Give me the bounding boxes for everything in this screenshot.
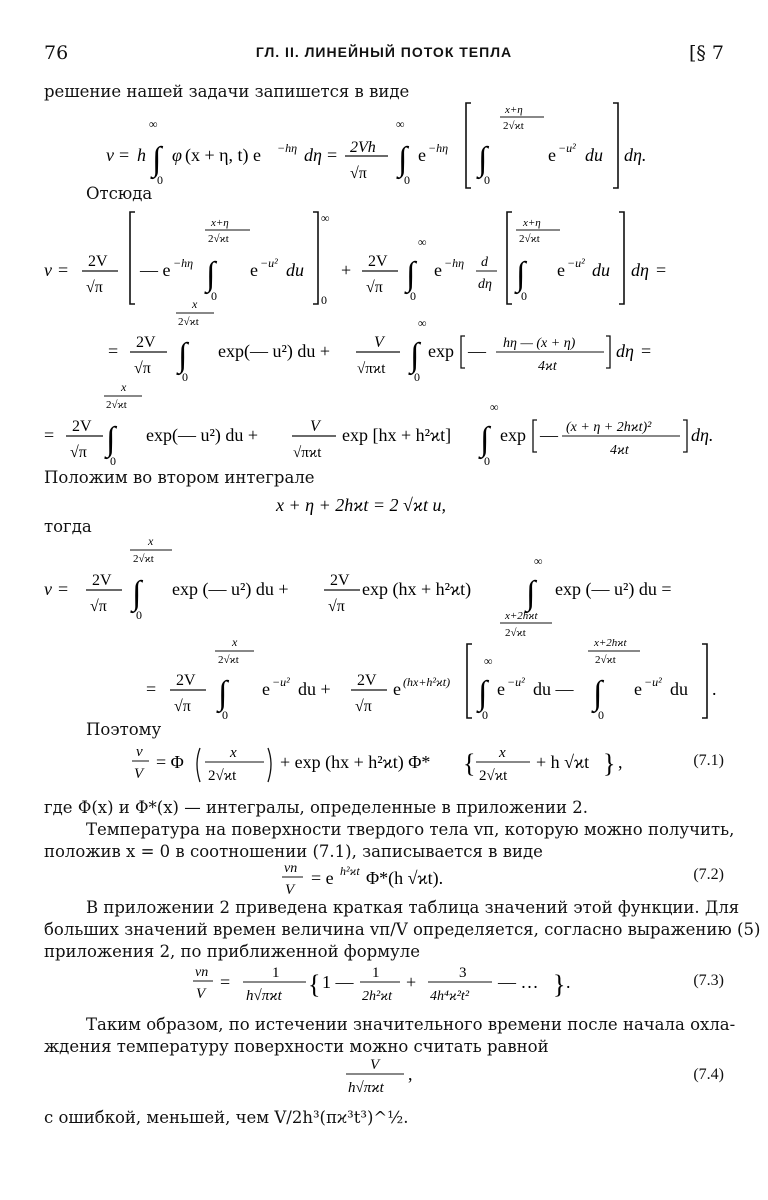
svg-text:−u²: −u² [260,256,278,270]
svg-text:du: du [592,260,610,280]
svg-text:V: V [285,882,295,898]
svg-text:—: — [468,341,486,361]
svg-text:1 —: 1 — [322,972,354,992]
equation-solution [0,98,768,193]
svg-text:∞: ∞ [534,554,543,568]
svg-text:vп: vп [195,965,209,980]
svg-text:∞: ∞ [490,400,499,414]
svg-text:2V: 2V [330,572,350,589]
svg-text:vп: vп [284,861,298,876]
paragraph-conclusion-1: Таким образом, по истечении значительного времени после начала охла- [86,1015,736,1034]
svg-text:+ exp (hx + h²ϰt) Φ*: + exp (hx + h²ϰt) Φ* [280,752,431,772]
svg-text:√π: √π [174,698,191,715]
svg-text:e: e [250,260,258,280]
svg-text:2√ϰt: 2√ϰt [208,233,229,245]
equation-7-1 [0,740,768,790]
svg-text:0: 0 [484,454,490,468]
svg-text:exp [hx + h²ϰt]: exp [hx + h²ϰt] [342,425,452,445]
svg-text:∞: ∞ [418,316,427,330]
svg-text:— e: — e [140,260,171,280]
svg-text:h: h [137,145,146,165]
equation-number-7-4: (7.4) [693,1066,724,1083]
equation-transformed-line2 [0,634,768,726]
svg-text:Φ*(h √ϰt).: Φ*(h √ϰt). [366,868,444,888]
svg-text:du: du [670,679,688,699]
svg-text:3: 3 [459,965,467,981]
svg-text:v: v [106,145,114,165]
svg-text:0: 0 [211,289,217,303]
equation-7-2 [0,858,768,898]
svg-text:=: = [108,341,119,361]
svg-text:v: v [136,744,143,760]
svg-text:2V: 2V [88,253,108,270]
svg-text:x: x [230,745,237,761]
svg-text:∫: ∫ [410,337,420,374]
svg-text:dη: dη [478,277,492,292]
svg-text:∫: ∫ [480,421,490,458]
svg-text:−u²: −u² [558,141,576,155]
svg-text:−hη: −hη [428,141,449,155]
paragraph-then: тогда [44,517,92,536]
svg-text:x+η: x+η [211,217,229,229]
svg-text:x: x [121,380,127,394]
svg-text:2√ϰt: 2√ϰt [519,233,540,245]
svg-text:∫: ∫ [406,256,416,293]
svg-text:1: 1 [272,965,280,981]
svg-text:√πϰt: √πϰt [293,445,322,461]
svg-text:2h²ϰt: 2h²ϰt [362,989,392,1004]
svg-text:v: v [44,260,52,280]
svg-text:exp (hx + h²ϰt): exp (hx + h²ϰt) [362,579,472,599]
svg-text:V: V [310,418,320,435]
svg-text:4ϰt: 4ϰt [610,443,629,458]
svg-text:0: 0 [521,289,527,303]
svg-text:du +: du + [298,679,331,699]
svg-text:√π: √π [366,279,383,296]
svg-text:}: } [553,970,566,999]
svg-text:V: V [370,1057,380,1073]
svg-text:=: = [656,260,667,280]
svg-text:2√ϰt: 2√ϰt [208,768,237,784]
equation-7-4 [0,1052,768,1098]
svg-text:dη: dη [304,145,322,165]
paragraph-error-bound: с ошибкой, меньшей, чем V/2h³(πϰ³t³)^½. [44,1108,409,1127]
svg-text:x+η: x+η [505,104,523,116]
svg-text:e: e [557,260,565,280]
page-number: 76 [44,42,69,64]
svg-text:dη: dη [616,341,634,361]
svg-text:v: v [44,579,52,599]
svg-text:2V: 2V [357,672,377,689]
equation-integrated-line3 [0,378,768,470]
svg-text:=: = [220,972,231,992]
svg-text:∫: ∫ [218,675,228,712]
svg-text:exp: exp [500,425,526,445]
svg-text:0: 0 [157,173,163,187]
svg-text:√π: √π [328,598,345,615]
svg-text:∫: ∫ [398,141,408,178]
svg-text:2√ϰt: 2√ϰt [503,120,524,132]
svg-text:−u²: −u² [272,675,290,689]
svg-text:2V: 2V [92,572,112,589]
svg-text:−u²: −u² [507,675,525,689]
svg-text:4h⁴ϰ²t²: 4h⁴ϰ²t² [430,989,470,1004]
svg-text:exp: exp [428,341,454,361]
svg-text:dη.: dη. [624,145,647,165]
svg-text:(hx+h²ϰt): (hx+h²ϰt) [403,675,451,689]
paragraph-hence: Отсюда [86,184,153,203]
paragraph-where: где Φ(x) и Φ*(x) — интегралы, определенные в приложении 2. [44,798,588,817]
svg-text:e: e [262,679,270,699]
svg-text:dη: dη [631,260,649,280]
svg-text:{: { [463,749,476,778]
svg-text:e: e [497,679,505,699]
svg-text:√π: √π [70,444,87,461]
svg-text:e: e [548,145,556,165]
paragraph-table-3: приложения 2, по приближенной формуле [44,942,421,961]
svg-text:2V: 2V [136,334,156,351]
svg-text:0: 0 [182,370,188,384]
svg-text:√π: √π [86,279,103,296]
svg-text:=: = [119,145,130,165]
svg-text:h²ϰt: h²ϰt [340,864,360,878]
svg-text:2V: 2V [176,672,196,689]
equation-integrated-line2 [0,296,768,386]
svg-text:+ h √ϰt: + h √ϰt [536,752,590,772]
paragraph-intro: решение нашей задачи запишется в виде [44,82,410,101]
svg-text:x: x [499,745,506,761]
svg-text:2V: 2V [368,253,388,270]
svg-text:2Vh: 2Vh [350,139,376,156]
svg-text:√πϰt: √πϰt [357,361,386,377]
paragraph-therefore: Поэтому [86,720,162,739]
svg-text:2√ϰt: 2√ϰt [178,316,199,328]
svg-text:du —: du — [533,679,574,699]
svg-text:2√ϰt: 2√ϰt [595,654,616,666]
svg-text:∫: ∫ [106,421,116,458]
svg-text:du: du [286,260,304,280]
equation-substitution [0,489,768,521]
svg-text:,: , [408,1064,413,1084]
svg-text:2√ϰt: 2√ϰt [133,553,154,565]
paragraph-conclusion-2: ждения температуру поверхности можно считать равной [44,1037,549,1056]
equation-number-7-2: (7.2) [693,866,724,883]
svg-text:0: 0 [321,293,327,307]
svg-text:2√ϰt: 2√ϰt [505,627,526,639]
svg-text:∫: ∫ [132,575,142,612]
svg-text:V: V [134,766,144,782]
svg-text:e: e [634,679,642,699]
paragraph-table-2: больших значений времен величина vп/V определяется, согласно выражению (5) [44,920,761,939]
svg-text:dη.: dη. [691,425,714,445]
svg-text:+: + [406,972,417,992]
equation-number-7-1: (7.1) [693,752,724,769]
svg-text:d: d [481,255,488,270]
svg-text:—: — [540,425,558,445]
svg-text:∫: ∫ [478,675,488,712]
svg-text:=: = [44,425,55,445]
svg-text:x+η: x+η [523,217,541,229]
svg-text:0: 0 [414,370,420,384]
svg-text:∫: ∫ [152,141,162,178]
svg-text:0: 0 [598,708,604,722]
svg-text:0: 0 [482,708,488,722]
svg-text:=: = [146,679,157,699]
svg-text:= e: = e [311,868,334,888]
svg-text:= Φ: = Φ [156,752,184,772]
svg-text:=: = [58,579,69,599]
chapter-title: ГЛ. II. ЛИНЕЙНЫЙ ПОТОК ТЕПЛА [255,44,513,60]
svg-text:∫: ∫ [593,675,603,712]
svg-text:∫: ∫ [478,141,488,178]
svg-text:{: { [308,970,321,999]
svg-text:0: 0 [110,454,116,468]
svg-text:— …: — … [498,972,539,992]
svg-text:4ϰt: 4ϰt [538,359,557,374]
svg-text:2√ϰt: 2√ϰt [218,654,239,666]
svg-text:=: = [58,260,69,280]
svg-text:√π: √π [134,360,151,377]
svg-text:√π: √π [355,698,372,715]
paragraph-surface-temp-1: Температура на поверхности твердого тела vп, которую можно получить, [86,820,735,839]
section-mark: [§ 7 [688,42,724,64]
svg-text:h√πϰt: h√πϰt [246,988,282,1004]
paragraph-table-1: В приложении 2 приведена краткая таблица значений этой функции. Для [86,898,740,917]
svg-text:x + η + 2hϰt = 2 √ϰt u,: x + η + 2hϰt = 2 √ϰt u, [276,495,446,515]
svg-text:2√ϰt: 2√ϰt [106,399,127,411]
svg-text:−hη: −hη [173,256,194,270]
svg-text:h√πϰt: h√πϰt [348,1080,384,1096]
svg-text:x: x [148,537,154,548]
svg-text:x+2hϰt: x+2hϰt [594,637,627,649]
svg-text:exp(— u²) du +: exp(— u²) du + [218,341,331,361]
svg-text:(x + η, t) e: (x + η, t) e [185,145,262,165]
svg-text:(x + η + 2hϰt)²: (x + η + 2hϰt)² [566,420,652,435]
svg-text:∞: ∞ [149,117,158,131]
svg-text:exp (— u²) du +: exp (— u²) du + [172,579,289,599]
svg-text:exp (— u²) du =: exp (— u²) du = [555,579,672,599]
svg-text:∫: ∫ [526,575,536,612]
svg-text:+: + [341,260,352,280]
svg-text:∞: ∞ [484,654,493,668]
svg-text:∫: ∫ [178,337,188,374]
svg-text:=: = [327,145,338,165]
svg-text:∫: ∫ [516,256,526,293]
paragraph-substitution: Положим во втором интеграле [44,468,315,487]
svg-text:=: = [641,341,652,361]
svg-text:−hη: −hη [277,141,298,155]
svg-text:}: } [603,749,616,778]
svg-text:x: x [232,635,238,649]
svg-text:∞: ∞ [418,235,427,249]
svg-text:0: 0 [410,289,416,303]
svg-text:V: V [374,334,384,351]
svg-text:−hη: −hη [444,256,465,270]
paragraph-surface-temp-2: положив x = 0 в соотношении (7.1), записывается в виде [44,842,543,861]
equation-7-3 [0,960,768,1006]
svg-text:∫: ∫ [206,256,216,293]
svg-text:−u²: −u² [567,256,585,270]
svg-text:e: e [418,145,426,165]
svg-text:√π: √π [350,165,367,182]
equation-number-7-3: (7.3) [693,972,724,989]
svg-text:φ: φ [172,145,182,165]
svg-text:x+2hϰt: x+2hϰt [505,610,538,622]
svg-text:hη — (x + η): hη — (x + η) [503,336,576,351]
svg-text:V: V [196,986,206,1002]
svg-text:√π: √π [90,598,107,615]
svg-text:.: . [566,972,571,992]
svg-text:du: du [585,145,603,165]
running-header [44,42,724,66]
svg-text:exp(— u²) du +: exp(— u²) du + [146,425,259,445]
svg-text:∞: ∞ [321,211,330,225]
svg-text:1: 1 [372,965,380,981]
svg-text:e: e [393,679,401,699]
svg-text:e: e [434,260,442,280]
svg-text:x: x [192,297,198,311]
svg-text:−u²: −u² [644,675,662,689]
svg-text:.: . [712,679,717,699]
svg-text:2√ϰt: 2√ϰt [479,768,508,784]
svg-text:0: 0 [222,708,228,722]
equation-transformed-line1 [0,537,768,647]
svg-text:,: , [618,752,623,772]
svg-text:∞: ∞ [396,117,405,131]
svg-text:2V: 2V [72,418,92,435]
svg-text:0: 0 [136,608,142,622]
svg-text:0: 0 [484,173,490,187]
svg-text:0: 0 [404,173,410,187]
